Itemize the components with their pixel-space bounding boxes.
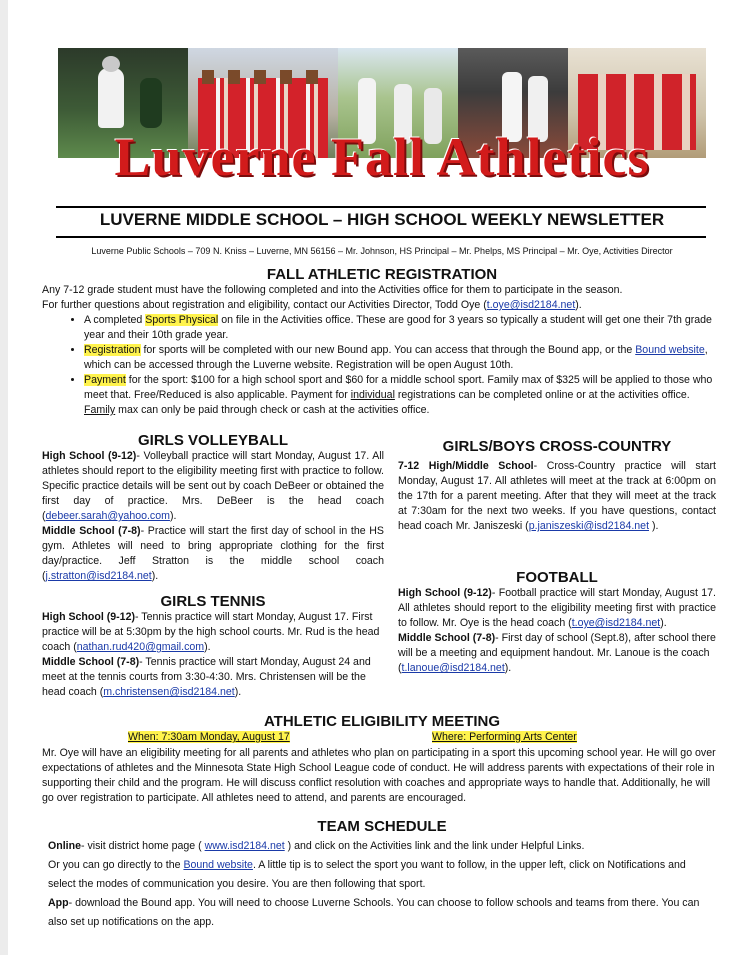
eligibility-section — [42, 713, 722, 806]
cross-country-email[interactable]: p.janiszeski@isd2184.net — [528, 520, 650, 532]
tennis-ms-email[interactable]: m.christensen@isd2184.net — [103, 686, 235, 698]
tennis-section: GIRLS TENNIS High School (9-12)- Tennis practice will start Monday, August 17. First practice will be at 5:30pm by the high school courts. Mr. Rud is the head coach (nathan.rud420@gmail.com). Middle School (7-8)- Tennis practice will start Monday, August 24 and meet at the tennis courts from 3:30-4:30. Mrs. Christensen will be the head coach (m.christensen@isd2184.net). — [42, 593, 384, 700]
football-heading: FOOTBALL — [516, 569, 598, 586]
eligibility-text: Mr. Oye will have an eligibility meeting for all parents and athletes who plan on participating in a sport this upcoming school year. He will go over expectations of athletes and the Minnesota State High School League code of conduct. He will address parents with expectations of their role in supporting their child and the program. He will discuss conflict resolution with coaches and appropriate ways to handle that. Additionally, he will go over registration to participate. All athletes need to attend, and parents are encouraged. — [42, 747, 716, 804]
newsletter-title: LUVERNE MIDDLE SCHOOL – HIGH SCHOOL WEEKLY NEWSLETTER — [99, 210, 665, 229]
list-item: • A completed Sports Physical on file in the Activities office. These are good for 3 years so typically a student will get one their 7th grade year and their 10th grade year. — [84, 313, 722, 343]
registration-section — [42, 266, 722, 418]
list-item: • Payment for the sport: $100 for a high school sport and $60 for a middle school sport. Family max of $325 will be applied to those who meet that. Free/Reduced is also applicable. Payment for individual registrations can be completed online or at the activities office. Family max can only be paid through check or cash at the activities office. — [84, 373, 722, 418]
banner-title: Luverne Fall Athletics — [114, 127, 650, 187]
tennis-heading: GIRLS TENNIS — [160, 593, 266, 610]
cross-country-heading: GIRLS/BOYS CROSS-COUNTRY — [442, 438, 672, 455]
meeting-where: Where: Performing Arts Center — [432, 731, 577, 743]
schedule-section: TEAM SCHEDULE Online- visit district home page ( www.isd2184.net ) and click on the Activities link and the link under Helpful Links. Or you can go directly to the Bound website. A little tip is to select the sport you want to follow, in the upper left, click on Notifications and select the modes of communication you desire. You are then following that sport. App- download the Bound app. You will need to choose Luverne Schools. You can choose to follow schools and teams from there. You can also set up notifications on the app. — [48, 818, 716, 932]
volleyball-ms-email[interactable]: j.stratton@isd2184.net — [45, 570, 152, 582]
registration-requirements-list — [42, 313, 722, 418]
football-ms-email[interactable]: t.lanoue@isd2184.net — [401, 662, 505, 674]
list-item: • Registration for sports will be completed with our new Bound app. You can access that through the Bound app, or the Bound website, which can be accessed through the Luverne website. Registration will be open August 10th. — [84, 343, 722, 373]
address-line: Luverne Public Schools – 709 N. Kniss – Luverne, MN 56156 – Mr. Johnson, HS Principal – Mr. Phelps, MS Principal – Mr. Oye, Activities Director — [91, 246, 673, 256]
schedule-heading: TEAM SCHEDULE — [317, 818, 447, 835]
banner — [58, 48, 706, 188]
district-website-link[interactable]: www.isd2184.net — [204, 840, 285, 852]
football-hs-email[interactable]: t.oye@isd2184.net — [571, 617, 661, 629]
tennis-hs-email[interactable]: nathan.rud420@gmail.com — [76, 641, 205, 653]
newsletter-page — [8, 0, 750, 955]
cross-country-section: GIRLS/BOYS CROSS-COUNTRY 7-12 High/Middle School- Cross-Country practice will start Monday, August 17. All athletes will meet at the track at 6:00pm on the 17th for a parent meeting. After that they will meet at the track at 7:30am for the next two weeks. If you have questions, contact head coach Mr. Janiszeski (p.janiszeski@isd2184.net ). — [398, 438, 716, 532]
registration-intro: Any 7-12 grade student must have the following completed and into the Activities office for them to participate in the season. For further questions about registration and eligibility, contact our Activities Director, Todd Oye (t.oye@isd2184.net). — [42, 284, 623, 311]
eligibility-heading: ATHLETIC ELIGIBILITY MEETING — [263, 713, 501, 730]
volleyball-section: GIRLS VOLLEYBALL High School (9-12)- Volleyball practice will start Monday, August 17. All athletes should report to the eligibility meeting first with practice to follow. Specific practice details will be sent out by coach DeBeer or obtained the first day of practice. Mrs. DeBeer is the head coach (debeer.sarah@yahoo.com). Middle School (7-8)- Practice will start the first day of school in the HS gym. Athletes will need to bring appropriate clothing for the first day/practice. Jeff Stratton is the middle school coach (j.stratton@isd2184.net). — [42, 432, 385, 582]
football-section: FOOTBALL High School (9-12)- Football practice will start Monday, August 17. All athletes should report to the eligibility meeting first with practice to follow. Mr. Oye is the head coach (t.oye@isd2184.net). Middle School (7-8)- First day of school (Sept.8), after school there will be a meeting and equipment handout. Mr. Lanoue is the coach (t.lanoue@isd2184.net). — [398, 569, 716, 674]
bound-website-link[interactable]: Bound website — [635, 344, 705, 356]
volleyball-hs-email[interactable]: debeer.sarah@yahoo.com — [45, 510, 170, 522]
registration-heading: FALL ATHLETIC REGISTRATION — [266, 266, 498, 283]
bottom-rule — [56, 236, 706, 238]
volleyball-heading: GIRLS VOLLEYBALL — [138, 432, 288, 449]
meeting-when: When: 7:30am Monday, August 17 — [128, 731, 290, 743]
bound-website-link-2[interactable]: Bound website — [183, 859, 253, 871]
activities-director-email[interactable]: t.oye@isd2184.net — [486, 299, 576, 311]
top-rule — [56, 206, 706, 208]
